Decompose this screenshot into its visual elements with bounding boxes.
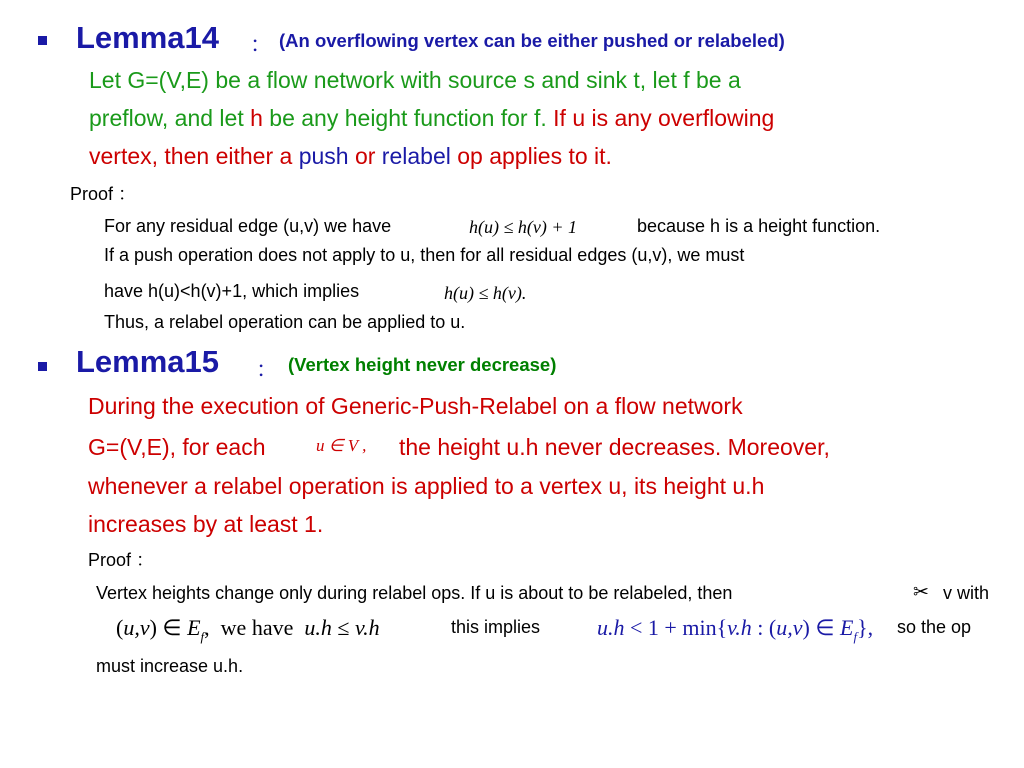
lemma15-proof-line2-math: (u,v) ∈ $E_f$, we have u.h ≤ v.h <box>116 615 380 644</box>
lemma15-proof-line2-math2: u.h < 1 + min{v.h : (u,v) ∈ $E_f$}, <box>597 615 874 644</box>
lemma15-proof-label: Proof ： <box>88 550 155 570</box>
lemma15-proof-line1-end: v with <box>943 583 990 603</box>
lemma15-colon: ： <box>256 357 279 382</box>
lemma15-proof-line3: must increase u.h. <box>96 656 244 676</box>
lemma14-proof-line1-reason: because h is a height function. <box>637 216 881 236</box>
lemma14-proof-line1-math: h(u) ≤ h(v) + 1 <box>469 217 577 237</box>
lemma15-proof-line2-end: so the op <box>897 617 972 637</box>
lemma15-statement-line2-math: u ∈ V , <box>316 436 367 455</box>
lemma15-title: Lemma15 <box>76 344 220 379</box>
lemma14-statement-line1: Let G=(V,E) be a flow network with source s and sink t, let f be a <box>89 67 741 93</box>
lemma14-proof-line4: Thus, a relabel operation can be applied to u. <box>104 312 466 332</box>
lemma14-statement-line2: preflow, and let h be any height function for f. If u is any overflowing <box>89 105 775 131</box>
lemma14-proof-line3-math: h(u) ≤ h(v). <box>444 283 527 303</box>
lemma14-proof-line3-text: have h(u)<h(v)+1, which implies <box>104 281 360 301</box>
lemma15-statement-line3: whenever a relabel operation is applied to a vertex u, its height u.h <box>88 473 765 499</box>
lemma14-proof-line2: If a push operation does not apply to u, then for all residual edges (u,v), we must <box>104 245 745 265</box>
lemma15-proof-line1-text: Vertex heights change only during relabel ops. If u is about to be relabeled, then <box>96 583 733 603</box>
lemma14-colon: ： <box>250 32 273 57</box>
scissors-icon: ✂ <box>913 581 929 603</box>
lemma15-subtitle: (Vertex height never decrease) <box>288 354 557 375</box>
lemma15-proof-line2-text: this implies <box>451 617 541 637</box>
lemma15-statement-line4: increases by at least 1. <box>88 511 324 537</box>
bullet-lemma15 <box>38 362 47 371</box>
lemma14-proof-line1-text: For any residual edge (u,v) we have <box>104 216 392 236</box>
lemma14-title: Lemma14 <box>76 20 220 55</box>
lemma15-statement-line2-text: G=(V,E), for each <box>88 434 266 460</box>
lemma15-statement-line2-rest: the height u.h never decreases. Moreover, <box>399 434 830 460</box>
lemma14-proof-label: Proof ： <box>70 184 137 204</box>
lemma14-subtitle: (An overflowing vertex can be either pushed or relabeled) <box>279 30 785 51</box>
lemma14-statement-line3: vertex, then either a push or relabel op applies to it. <box>89 143 612 169</box>
bullet-lemma14 <box>38 36 47 45</box>
lemma15-statement-line1: During the execution of Generic-Push-Relabel on a flow network <box>88 393 743 419</box>
